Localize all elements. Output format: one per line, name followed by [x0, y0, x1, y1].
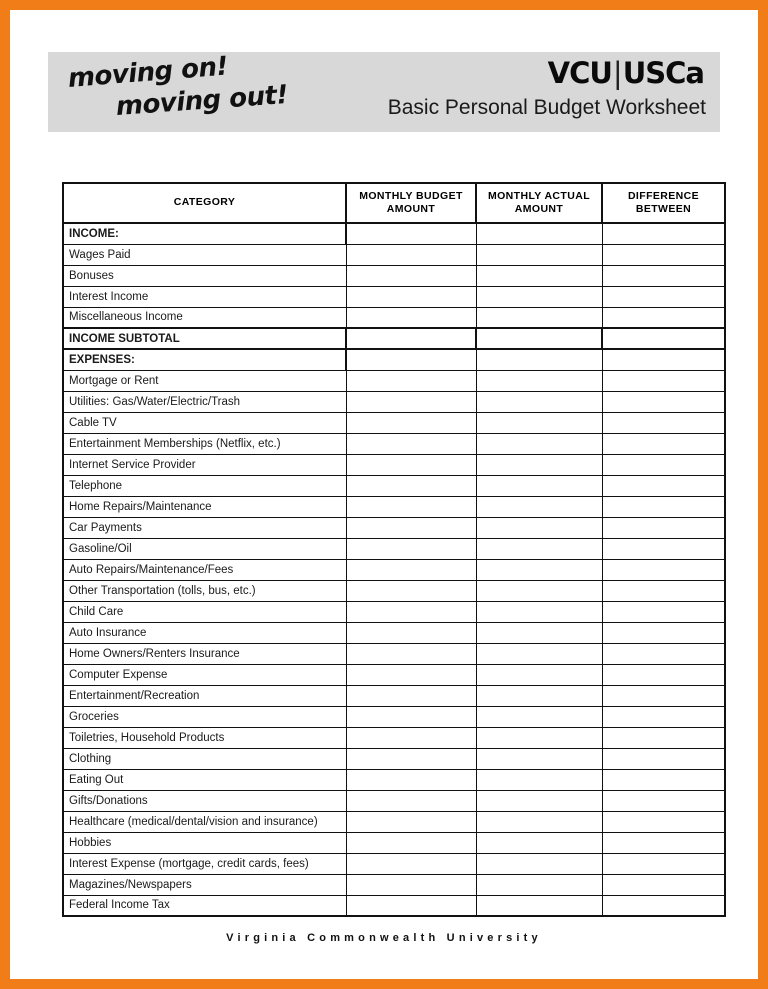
- cell-monthly-actual-input[interactable]: [476, 517, 602, 538]
- cell-difference-input[interactable]: [602, 391, 725, 412]
- table-header-row: [63, 183, 725, 223]
- cell-monthly-actual-input[interactable]: [476, 832, 602, 853]
- table-row: [63, 496, 725, 517]
- cell-category-label: EXPENSES:: [63, 349, 346, 370]
- cell-difference-input[interactable]: [602, 580, 725, 601]
- cell-category-label: Home Repairs/Maintenance: [63, 496, 346, 517]
- table-row: [63, 685, 725, 706]
- cell-difference-input[interactable]: [602, 433, 725, 454]
- cell-monthly-budget-input[interactable]: [346, 286, 476, 307]
- cell-category-label: Cable TV: [63, 412, 346, 433]
- cell-monthly-budget-input[interactable]: [346, 370, 476, 391]
- cell-difference-input[interactable]: [602, 307, 725, 328]
- cell-difference-input[interactable]: [602, 769, 725, 790]
- cell-monthly-budget-input[interactable]: [346, 601, 476, 622]
- table-row: [63, 412, 725, 433]
- cell-monthly-actual-input[interactable]: [476, 307, 602, 328]
- cell-monthly-budget-input[interactable]: [346, 433, 476, 454]
- cell-category-label: Auto Insurance: [63, 622, 346, 643]
- table-row: [63, 244, 725, 265]
- cell-category-label: Interest Expense (mortgage, credit cards, fees): [63, 853, 346, 874]
- table-row: [63, 643, 725, 664]
- cell-monthly-actual-input[interactable]: [476, 349, 602, 370]
- table-row: [63, 580, 725, 601]
- table-row: [63, 811, 725, 832]
- cell-monthly-budget-input[interactable]: [346, 748, 476, 769]
- cell-difference-input[interactable]: [602, 412, 725, 433]
- column-header-monthly-budget: MONTHLY BUDGET AMOUNT: [346, 183, 476, 223]
- cell-monthly-budget-input[interactable]: [346, 580, 476, 601]
- table-row: [63, 475, 725, 496]
- cell-monthly-budget-input[interactable]: [346, 559, 476, 580]
- cell-difference-input[interactable]: [602, 517, 725, 538]
- cell-category-label: Toiletries, Household Products: [63, 727, 346, 748]
- cell-monthly-actual-input[interactable]: [476, 391, 602, 412]
- cell-category-label: Mortgage or Rent: [63, 370, 346, 391]
- cell-category-label: Telephone: [63, 475, 346, 496]
- cell-monthly-actual-input[interactable]: [476, 286, 602, 307]
- table-row: [63, 559, 725, 580]
- cell-monthly-actual-input[interactable]: [476, 328, 602, 349]
- cell-monthly-actual-input[interactable]: [476, 496, 602, 517]
- table-row: [63, 517, 725, 538]
- vcu-logo-text: VCU: [547, 56, 612, 90]
- table-row: [63, 748, 725, 769]
- cell-monthly-actual-input[interactable]: [476, 454, 602, 475]
- cell-monthly-actual-input[interactable]: [476, 643, 602, 664]
- table-row: [63, 874, 725, 895]
- cell-monthly-actual-input[interactable]: [476, 265, 602, 286]
- cell-monthly-actual-input[interactable]: [476, 769, 602, 790]
- cell-difference-input[interactable]: [602, 832, 725, 853]
- cell-difference-input[interactable]: [602, 286, 725, 307]
- cell-category-label: Healthcare (medical/dental/vision and insurance): [63, 811, 346, 832]
- cell-monthly-budget-input[interactable]: [346, 664, 476, 685]
- table-row: [63, 769, 725, 790]
- cell-category-label: Other Transportation (tolls, bus, etc.): [63, 580, 346, 601]
- cell-monthly-budget-input[interactable]: [346, 349, 476, 370]
- cell-monthly-actual-input[interactable]: [476, 790, 602, 811]
- cell-monthly-actual-input[interactable]: [476, 811, 602, 832]
- brand-line-1: moving on!: [66, 51, 229, 94]
- table-header: [63, 183, 725, 223]
- cell-difference-input[interactable]: [602, 244, 725, 265]
- footer-institution: Virginia Commonwealth University: [226, 932, 542, 944]
- cell-monthly-budget-input[interactable]: [346, 412, 476, 433]
- cell-monthly-budget-input[interactable]: [346, 328, 476, 349]
- cell-monthly-actual-input[interactable]: [476, 433, 602, 454]
- cell-difference-input[interactable]: [602, 328, 725, 349]
- cell-monthly-budget-input[interactable]: [346, 643, 476, 664]
- cell-monthly-actual-input[interactable]: [476, 223, 602, 244]
- cell-difference-input[interactable]: [602, 874, 725, 895]
- usca-logo-text: USCa: [622, 56, 704, 90]
- column-header-category: CATEGORY: [63, 183, 346, 223]
- table-row: [63, 307, 725, 328]
- table-row: [63, 601, 725, 622]
- header-band: [48, 52, 720, 132]
- cell-difference-input[interactable]: [602, 265, 725, 286]
- cell-difference-input[interactable]: [602, 790, 725, 811]
- cell-difference-input[interactable]: [602, 559, 725, 580]
- table-row: [63, 265, 725, 286]
- cell-category-label: INCOME SUBTOTAL: [63, 328, 346, 349]
- cell-difference-input[interactable]: [602, 454, 725, 475]
- cell-monthly-budget-input[interactable]: [346, 832, 476, 853]
- cell-monthly-actual-input[interactable]: [476, 475, 602, 496]
- table-row: [63, 790, 725, 811]
- cell-monthly-budget-input[interactable]: [346, 538, 476, 559]
- cell-monthly-budget-input[interactable]: [346, 475, 476, 496]
- page-title: Basic Personal Budget Worksheet: [387, 96, 706, 119]
- cell-monthly-budget-input[interactable]: [346, 769, 476, 790]
- cell-monthly-actual-input[interactable]: [476, 580, 602, 601]
- cell-difference-input[interactable]: [602, 727, 725, 748]
- cell-monthly-budget-input[interactable]: [346, 265, 476, 286]
- page-border-frame: [10, 10, 758, 979]
- cell-monthly-budget-input[interactable]: [346, 874, 476, 895]
- cell-monthly-actual-input[interactable]: [476, 874, 602, 895]
- brand-line-2: moving out!: [114, 80, 289, 122]
- cell-monthly-actual-input[interactable]: [476, 622, 602, 643]
- cell-monthly-budget-input[interactable]: [346, 727, 476, 748]
- cell-monthly-actual-input[interactable]: [476, 685, 602, 706]
- cell-category-label: Miscellaneous Income: [63, 307, 346, 328]
- worksheet-page: [10, 10, 758, 979]
- cell-monthly-actual-input[interactable]: [476, 601, 602, 622]
- cell-difference-input[interactable]: [602, 496, 725, 517]
- cell-monthly-actual-input[interactable]: [476, 853, 602, 874]
- cell-monthly-actual-input[interactable]: [476, 727, 602, 748]
- cell-difference-input[interactable]: [602, 811, 725, 832]
- cell-category-label: Federal Income Tax: [63, 895, 346, 916]
- cell-monthly-actual-input[interactable]: [476, 559, 602, 580]
- cell-category-label: Gasoline/Oil: [63, 538, 346, 559]
- cell-difference-input[interactable]: [602, 538, 725, 559]
- vcu-usca-logo: [547, 56, 704, 90]
- cell-category-label: Gifts/Donations: [63, 790, 346, 811]
- cell-monthly-actual-input[interactable]: [476, 412, 602, 433]
- column-header-difference: DIFFERENCE BETWEEN: [602, 183, 725, 223]
- moving-on-moving-out-logo: [62, 51, 352, 130]
- cell-monthly-budget-input[interactable]: [346, 307, 476, 328]
- cell-monthly-budget-input[interactable]: [346, 790, 476, 811]
- cell-monthly-actual-input[interactable]: [476, 664, 602, 685]
- cell-difference-input[interactable]: [602, 643, 725, 664]
- table-row: [63, 223, 725, 244]
- cell-monthly-actual-input[interactable]: [476, 706, 602, 727]
- cell-monthly-budget-input[interactable]: [346, 517, 476, 538]
- cell-difference-input[interactable]: [602, 622, 725, 643]
- cell-category-label: Interest Income: [63, 286, 346, 307]
- table-row: [63, 727, 725, 748]
- table-row: [63, 538, 725, 559]
- cell-monthly-budget-input[interactable]: [346, 685, 476, 706]
- table-row: [63, 664, 725, 685]
- table-row: [63, 433, 725, 454]
- cell-category-label: INCOME:: [63, 223, 346, 244]
- table-row: [63, 286, 725, 307]
- cell-difference-input[interactable]: [602, 370, 725, 391]
- cell-category-label: Bonuses: [63, 265, 346, 286]
- cell-category-label: Clothing: [63, 748, 346, 769]
- cell-category-label: Child Care: [63, 601, 346, 622]
- table-row: [63, 832, 725, 853]
- cell-category-label: Wages Paid: [63, 244, 346, 265]
- table-row: [63, 706, 725, 727]
- cell-difference-input[interactable]: [602, 706, 725, 727]
- cell-category-label: Eating Out: [63, 769, 346, 790]
- cell-monthly-actual-input[interactable]: [476, 895, 602, 916]
- table-row: [63, 622, 725, 643]
- cell-monthly-budget-input[interactable]: [346, 622, 476, 643]
- cell-monthly-budget-input[interactable]: [346, 244, 476, 265]
- table-body: [63, 223, 725, 916]
- cell-difference-input[interactable]: [602, 748, 725, 769]
- cell-difference-input[interactable]: [602, 664, 725, 685]
- table-row: [63, 853, 725, 874]
- cell-category-label: Entertainment Memberships (Netflix, etc.): [63, 433, 346, 454]
- cell-category-label: Utilities: Gas/Water/Electric/Trash: [63, 391, 346, 412]
- cell-monthly-actual-input[interactable]: [476, 538, 602, 559]
- column-header-monthly-actual: MONTHLY ACTUAL AMOUNT: [476, 183, 602, 223]
- cell-difference-input[interactable]: [602, 853, 725, 874]
- cell-monthly-budget-input[interactable]: [346, 706, 476, 727]
- table-row: [63, 328, 725, 349]
- cell-difference-input[interactable]: [602, 601, 725, 622]
- cell-monthly-budget-input[interactable]: [346, 391, 476, 412]
- cell-category-label: Home Owners/Renters Insurance: [63, 643, 346, 664]
- cell-category-label: Car Payments: [63, 517, 346, 538]
- cell-monthly-actual-input[interactable]: [476, 748, 602, 769]
- table-row: [63, 370, 725, 391]
- table-row: [63, 454, 725, 475]
- cell-difference-input[interactable]: [602, 223, 725, 244]
- cell-monthly-budget-input[interactable]: [346, 223, 476, 244]
- cell-monthly-budget-input[interactable]: [346, 853, 476, 874]
- cell-category-label: Internet Service Provider: [63, 454, 346, 475]
- cell-monthly-actual-input[interactable]: [476, 370, 602, 391]
- cell-difference-input[interactable]: [602, 475, 725, 496]
- logo-divider-glyph: |: [612, 56, 622, 90]
- cell-monthly-budget-input[interactable]: [346, 811, 476, 832]
- cell-monthly-budget-input[interactable]: [346, 895, 476, 916]
- cell-monthly-budget-input[interactable]: [346, 496, 476, 517]
- table-row: [63, 391, 725, 412]
- cell-category-label: Magazines/Newspapers: [63, 874, 346, 895]
- budget-worksheet-table: [62, 182, 726, 917]
- table-row: [63, 895, 725, 916]
- cell-category-label: Auto Repairs/Maintenance/Fees: [63, 559, 346, 580]
- table-row: [63, 349, 725, 370]
- cell-difference-input[interactable]: [602, 349, 725, 370]
- cell-monthly-budget-input[interactable]: [346, 454, 476, 475]
- cell-difference-input[interactable]: [602, 685, 725, 706]
- cell-category-label: Groceries: [63, 706, 346, 727]
- cell-difference-input[interactable]: [602, 895, 725, 916]
- cell-category-label: Computer Expense: [63, 664, 346, 685]
- cell-category-label: Hobbies: [63, 832, 346, 853]
- cell-category-label: Entertainment/Recreation: [63, 685, 346, 706]
- cell-monthly-actual-input[interactable]: [476, 244, 602, 265]
